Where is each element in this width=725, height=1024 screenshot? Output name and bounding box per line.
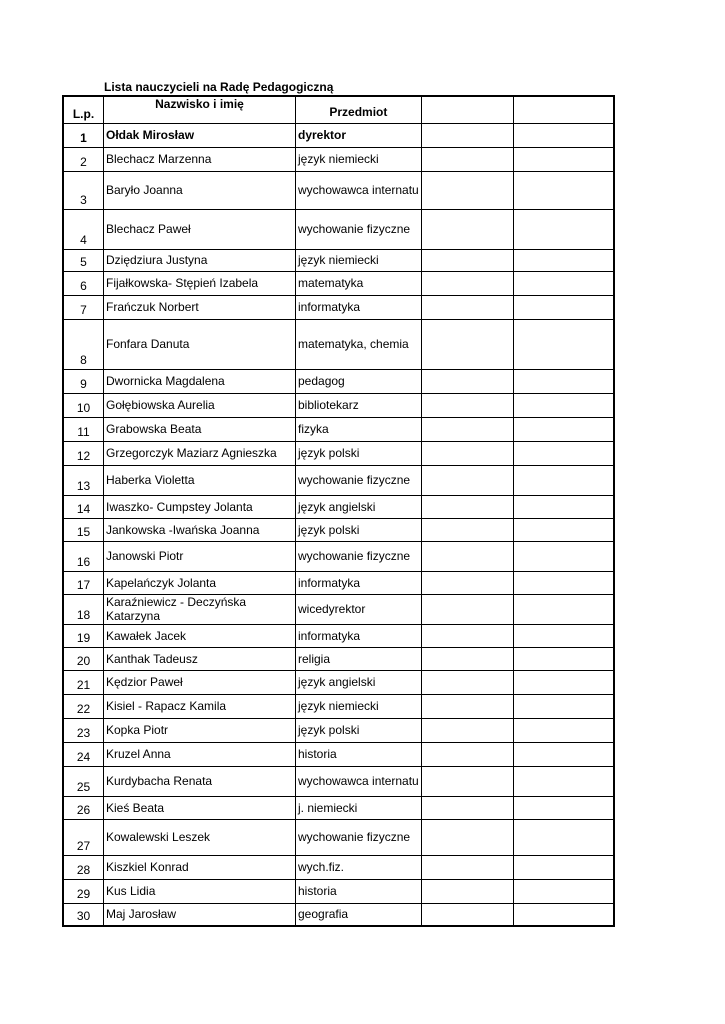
row-empty-2: [513, 594, 614, 624]
row-empty-2: [513, 624, 614, 647]
row-name: Jankowska -Iwańska Joanna: [104, 518, 296, 541]
table-row: [63, 295, 614, 319]
row-name: Dziędziura Justyna: [104, 249, 296, 271]
row-name: Iwaszko- Cumpstey Jolanta: [104, 495, 296, 518]
table-row: [63, 647, 614, 670]
row-empty-1: [421, 123, 513, 147]
row-name: Kopka Piotr: [104, 718, 296, 742]
row-empty-2: [513, 819, 614, 855]
row-subject: język niemiecki: [296, 694, 422, 718]
row-lp: 12: [63, 441, 104, 465]
table-row: [63, 879, 614, 903]
row-empty-2: [513, 209, 614, 249]
row-subject: informatyka: [296, 295, 422, 319]
row-name: Fonfara Danuta: [104, 319, 296, 369]
table-row: [63, 147, 614, 171]
row-lp: 17: [63, 571, 104, 594]
header-lp: L.p.: [63, 96, 104, 123]
row-empty-1: [421, 209, 513, 249]
row-name: Kapelańczyk Jolanta: [104, 571, 296, 594]
row-empty-2: [513, 465, 614, 495]
table-row: [63, 465, 614, 495]
row-lp: 1: [63, 123, 104, 147]
table-row: [63, 766, 614, 796]
row-empty-2: [513, 319, 614, 369]
row-subject: język polski: [296, 441, 422, 465]
row-empty-2: [513, 417, 614, 441]
table-header-row: [63, 96, 614, 123]
row-empty-2: [513, 249, 614, 271]
row-empty-2: [513, 855, 614, 879]
row-name: Grabowska Beata: [104, 417, 296, 441]
row-empty-2: [513, 495, 614, 518]
row-name: Kiszkiel Konrad: [104, 855, 296, 879]
table-body: [63, 123, 614, 926]
row-empty-2: [513, 171, 614, 209]
row-empty-1: [421, 518, 513, 541]
row-name: Kisiel - Rapacz Kamila: [104, 694, 296, 718]
row-empty-2: [513, 670, 614, 694]
row-lp: 24: [63, 742, 104, 766]
table-row: [63, 393, 614, 417]
table-row: [63, 319, 614, 369]
row-empty-1: [421, 417, 513, 441]
row-subject: informatyka: [296, 571, 422, 594]
row-name: Blechacz Marzenna: [104, 147, 296, 171]
row-empty-2: [513, 518, 614, 541]
row-empty-1: [421, 594, 513, 624]
row-lp: 22: [63, 694, 104, 718]
row-subject: religia: [296, 647, 422, 670]
row-subject: historia: [296, 742, 422, 766]
row-empty-1: [421, 393, 513, 417]
table-row: [63, 518, 614, 541]
row-lp: 3: [63, 171, 104, 209]
row-name: Ołdak Mirosław: [104, 123, 296, 147]
table-row: [63, 249, 614, 271]
row-empty-2: [513, 369, 614, 393]
teachers-table: [62, 95, 615, 927]
row-lp: 14: [63, 495, 104, 518]
row-empty-2: [513, 742, 614, 766]
row-name: Kawałek Jacek: [104, 624, 296, 647]
row-empty-1: [421, 319, 513, 369]
row-subject: wychowanie fizyczne: [296, 209, 422, 249]
row-empty-1: [421, 571, 513, 594]
table-row: [63, 670, 614, 694]
row-empty-1: [421, 171, 513, 209]
row-name: Baryło Joanna: [104, 171, 296, 209]
table-row: [63, 209, 614, 249]
row-empty-1: [421, 369, 513, 393]
row-subject: wychowanie fizyczne: [296, 465, 422, 495]
table-row: [63, 819, 614, 855]
row-lp: 7: [63, 295, 104, 319]
row-subject: język niemiecki: [296, 249, 422, 271]
row-name: Kanthak Tadeusz: [104, 647, 296, 670]
table-row: [63, 571, 614, 594]
table-row: [63, 718, 614, 742]
row-subject: j. niemiecki: [296, 796, 422, 819]
row-lp: 18: [63, 594, 104, 624]
row-lp: 4: [63, 209, 104, 249]
row-empty-2: [513, 393, 614, 417]
row-name: Frańczuk Norbert: [104, 295, 296, 319]
table-row: [63, 742, 614, 766]
header-subject: Przedmiot: [296, 96, 422, 123]
row-subject: informatyka: [296, 624, 422, 647]
header-name: Nazwisko i imię: [104, 96, 296, 123]
row-subject: język angielski: [296, 670, 422, 694]
row-empty-1: [421, 647, 513, 670]
row-empty-1: [421, 796, 513, 819]
table-row: [63, 417, 614, 441]
row-lp: 27: [63, 819, 104, 855]
row-lp: 10: [63, 393, 104, 417]
row-lp: 20: [63, 647, 104, 670]
row-empty-2: [513, 718, 614, 742]
row-lp: 19: [63, 624, 104, 647]
row-empty-1: [421, 147, 513, 171]
row-name: Fijałkowska- Stępień Izabela: [104, 271, 296, 295]
row-subject: matematyka, chemia: [296, 319, 422, 369]
table-row: [63, 624, 614, 647]
row-empty-1: [421, 718, 513, 742]
row-lp: 30: [63, 903, 104, 926]
row-name: Gołębiowska Aurelia: [104, 393, 296, 417]
table-row: [63, 855, 614, 879]
row-empty-1: [421, 879, 513, 903]
row-name: Karaźniewicz - Deczyńska Katarzyna: [104, 594, 296, 624]
row-name: Kurdybacha Renata: [104, 766, 296, 796]
row-empty-2: [513, 796, 614, 819]
row-name: Maj Jarosław: [104, 903, 296, 926]
row-empty-1: [421, 855, 513, 879]
table-row: [63, 903, 614, 926]
row-empty-1: [421, 271, 513, 295]
row-empty-1: [421, 624, 513, 647]
row-empty-1: [421, 766, 513, 796]
row-subject: język polski: [296, 718, 422, 742]
row-subject: wych.fiz.: [296, 855, 422, 879]
row-empty-2: [513, 541, 614, 571]
row-empty-2: [513, 295, 614, 319]
table-row: [63, 495, 614, 518]
row-subject: bibliotekarz: [296, 393, 422, 417]
row-lp: 15: [63, 518, 104, 541]
header-empty-2: [513, 96, 614, 123]
row-name: Grzegorczyk Maziarz Agnieszka: [104, 441, 296, 465]
row-empty-1: [421, 742, 513, 766]
table-row: [63, 369, 614, 393]
row-name: Janowski Piotr: [104, 541, 296, 571]
row-subject: matematyka: [296, 271, 422, 295]
row-empty-1: [421, 295, 513, 319]
header-empty-1: [421, 96, 513, 123]
table-row: [63, 271, 614, 295]
row-subject: pedagog: [296, 369, 422, 393]
row-empty-1: [421, 495, 513, 518]
row-empty-2: [513, 879, 614, 903]
document-title: Lista nauczycieli na Radę Pedagogiczną: [104, 80, 334, 94]
row-empty-2: [513, 571, 614, 594]
table-row: [63, 171, 614, 209]
row-empty-2: [513, 903, 614, 926]
row-subject: geografia: [296, 903, 422, 926]
row-name: Kowalewski Leszek: [104, 819, 296, 855]
table-row: [63, 796, 614, 819]
table-row: [63, 594, 614, 624]
row-name: Kruzel Anna: [104, 742, 296, 766]
row-subject: język niemiecki: [296, 147, 422, 171]
row-subject: wychowanie fizyczne: [296, 819, 422, 855]
row-subject: język polski: [296, 518, 422, 541]
row-lp: 8: [63, 319, 104, 369]
row-lp: 25: [63, 766, 104, 796]
row-lp: 5: [63, 249, 104, 271]
row-lp: 16: [63, 541, 104, 571]
row-subject: wychowawca internatu: [296, 171, 422, 209]
row-lp: 9: [63, 369, 104, 393]
row-name: Haberka Violetta: [104, 465, 296, 495]
row-name: Kus Lidia: [104, 879, 296, 903]
row-empty-1: [421, 694, 513, 718]
row-empty-1: [421, 670, 513, 694]
row-lp: 23: [63, 718, 104, 742]
table-row: [63, 541, 614, 571]
row-lp: 11: [63, 417, 104, 441]
row-subject: język angielski: [296, 495, 422, 518]
row-name: Kędzior Paweł: [104, 670, 296, 694]
row-lp: 21: [63, 670, 104, 694]
row-empty-1: [421, 465, 513, 495]
row-subject: wychowawca internatu: [296, 766, 422, 796]
table-row: [63, 441, 614, 465]
row-empty-2: [513, 441, 614, 465]
row-empty-2: [513, 694, 614, 718]
row-subject: fizyka: [296, 417, 422, 441]
row-empty-1: [421, 903, 513, 926]
row-name: Blechacz Paweł: [104, 209, 296, 249]
table-row: [63, 123, 614, 147]
row-subject: historia: [296, 879, 422, 903]
row-lp: 6: [63, 271, 104, 295]
row-empty-1: [421, 819, 513, 855]
row-lp: 13: [63, 465, 104, 495]
table-row: [63, 694, 614, 718]
row-subject: wicedyrektor: [296, 594, 422, 624]
row-empty-1: [421, 541, 513, 571]
row-lp: 29: [63, 879, 104, 903]
row-empty-2: [513, 123, 614, 147]
row-subject: dyrektor: [296, 123, 422, 147]
row-lp: 26: [63, 796, 104, 819]
row-lp: 28: [63, 855, 104, 879]
row-subject: wychowanie fizyczne: [296, 541, 422, 571]
row-empty-2: [513, 647, 614, 670]
row-name: Dwornicka Magdalena: [104, 369, 296, 393]
row-empty-2: [513, 766, 614, 796]
row-empty-1: [421, 441, 513, 465]
row-lp: 2: [63, 147, 104, 171]
row-name: Kieś Beata: [104, 796, 296, 819]
row-empty-2: [513, 147, 614, 171]
row-empty-1: [421, 249, 513, 271]
row-empty-2: [513, 271, 614, 295]
